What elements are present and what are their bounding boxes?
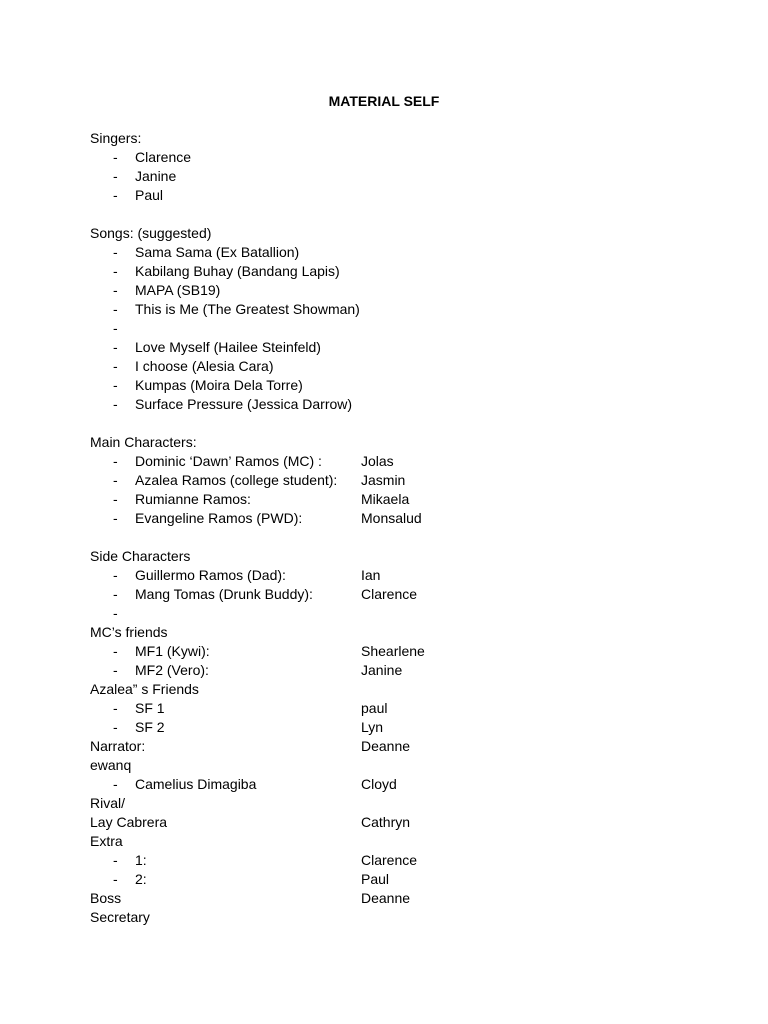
character-name: Evangeline Ramos (PWD): [135, 510, 303, 526]
cast-row [90, 471, 690, 490]
bullet-dash: - [113, 776, 118, 792]
song-title: Kumpas (Moira Dela Torre) [135, 377, 303, 393]
bullet-dash: - [113, 396, 118, 412]
role-label: Lay Cabrera [90, 814, 168, 830]
bullet-dash: - [113, 149, 118, 165]
list-item [90, 167, 690, 186]
bullet-dash: - [113, 282, 118, 298]
bullet-dash: - [113, 510, 118, 526]
bullet-dash: - [113, 377, 118, 393]
spacer [90, 414, 690, 433]
song-title: Kabilang Buhay (Bandang Lapis) [135, 263, 340, 279]
song-title: Love Myself (Hailee Steinfeld) [135, 339, 321, 355]
cast-row [90, 870, 690, 889]
cast-row [90, 490, 690, 509]
song-title: Sama Sama (Ex Batallion) [135, 244, 300, 260]
singer-name: Paul [135, 187, 164, 203]
song-title: MAPA (SB19) [135, 282, 221, 298]
role-label: Boss [90, 890, 122, 906]
section-heading-side-characters: Side Characters [90, 548, 191, 564]
character-name: Azalea Ramos (college student): [135, 472, 338, 488]
song-title: Surface Pressure (Jessica Darrow) [135, 396, 353, 412]
list-item [90, 300, 690, 319]
actor-name: Janine [361, 662, 403, 678]
actor-name: Clarence [361, 586, 418, 602]
bullet-dash: - [113, 567, 118, 583]
bullet-dash: - [113, 187, 118, 203]
role-label-rival: Rival/ [90, 795, 126, 811]
cast-row [90, 718, 690, 737]
bullet-dash: - [113, 871, 118, 887]
bullet-dash: - [113, 586, 118, 602]
cast-row [90, 851, 690, 870]
section-heading-ewanq: ewanq [90, 757, 132, 773]
list-item [90, 395, 690, 414]
character-name: SF 2 [135, 719, 165, 735]
list-item [90, 262, 690, 281]
bullet-dash: - [113, 662, 118, 678]
section-heading-azalea-friends: Azalea” s Friends [90, 681, 199, 697]
list-item [90, 357, 690, 376]
cast-row [90, 604, 690, 623]
actor-name: Deanne [361, 890, 411, 906]
actor-name: Ian [361, 567, 381, 583]
bullet-dash: - [113, 358, 118, 374]
character-name: Mang Tomas (Drunk Buddy): [135, 586, 313, 602]
actor-name: Lyn [361, 719, 384, 735]
character-name: Guillermo Ramos (Dad): [135, 567, 286, 583]
bullet-dash: - [113, 605, 118, 621]
list-item [90, 376, 690, 395]
actor-name: Mikaela [361, 491, 410, 507]
bullet-dash: - [113, 472, 118, 488]
bullet-dash: - [113, 320, 118, 336]
cast-row [90, 775, 690, 794]
cast-row [90, 642, 690, 661]
actor-name: Cathryn [361, 814, 411, 830]
bullet-dash: - [113, 719, 118, 735]
cast-row-narrator [90, 737, 690, 756]
actor-name: Cloyd [361, 776, 397, 792]
song-title: This is Me (The Greatest Showman) [135, 301, 360, 317]
character-name: Rumianne Ramos: [135, 491, 251, 507]
section-heading-extra: Extra [90, 833, 123, 849]
character-name: MF2 (Vero): [135, 662, 209, 678]
character-name: SF 1 [135, 700, 165, 716]
list-item [90, 319, 690, 338]
section-heading-singers: Singers: [90, 130, 142, 146]
list-item [90, 281, 690, 300]
bullet-dash: - [113, 301, 118, 317]
actor-name: Deanne [361, 738, 411, 754]
character-name: Camelius Dimagiba [135, 776, 257, 792]
cast-row-boss [90, 889, 690, 908]
bullet-dash: - [113, 852, 118, 868]
section-heading-songs: Songs: (suggested) [90, 225, 212, 241]
role-label-secretary: Secretary [90, 909, 150, 925]
actor-name: Paul [361, 871, 390, 887]
document-body [90, 129, 690, 927]
bullet-dash: - [113, 453, 118, 469]
list-item [90, 186, 690, 205]
section-heading-main-characters: Main Characters: [90, 434, 197, 450]
actor-name: paul [361, 700, 388, 716]
actor-name: Monsalud [361, 510, 422, 526]
cast-row-lay-cabrera [90, 813, 690, 832]
bullet-dash: - [113, 643, 118, 659]
cast-row [90, 585, 690, 604]
cast-row [90, 566, 690, 585]
cast-row [90, 452, 690, 471]
singer-name: Janine [135, 168, 177, 184]
bullet-dash: - [113, 491, 118, 507]
song-title: I choose (Alesia Cara) [135, 358, 274, 374]
list-item [90, 338, 690, 357]
bullet-dash: - [113, 168, 118, 184]
character-name: 2: [135, 871, 147, 887]
singer-name: Clarence [135, 149, 192, 165]
document-title: MATERIAL SELF [328, 93, 440, 109]
character-name: MF1 (Kywi): [135, 643, 210, 659]
actor-name: Shearlene [361, 643, 425, 659]
bullet-dash: - [113, 244, 118, 260]
bullet-dash: - [113, 263, 118, 279]
character-name: Dominic ‘Dawn’ Ramos (MC) : [135, 453, 322, 469]
actor-name: Jolas [361, 453, 394, 469]
character-name: 1: [135, 852, 147, 868]
section-heading-mc-friends: MC’s friends [90, 624, 168, 640]
role-label: Narrator: [90, 738, 146, 754]
cast-row [90, 661, 690, 680]
spacer [90, 205, 690, 224]
list-item [90, 148, 690, 167]
actor-name: Clarence [361, 852, 418, 868]
cast-row [90, 699, 690, 718]
bullet-dash: - [113, 339, 118, 355]
list-item [90, 243, 690, 262]
bullet-dash: - [113, 700, 118, 716]
spacer [90, 528, 690, 547]
actor-name: Jasmin [361, 472, 406, 488]
cast-row [90, 509, 690, 528]
